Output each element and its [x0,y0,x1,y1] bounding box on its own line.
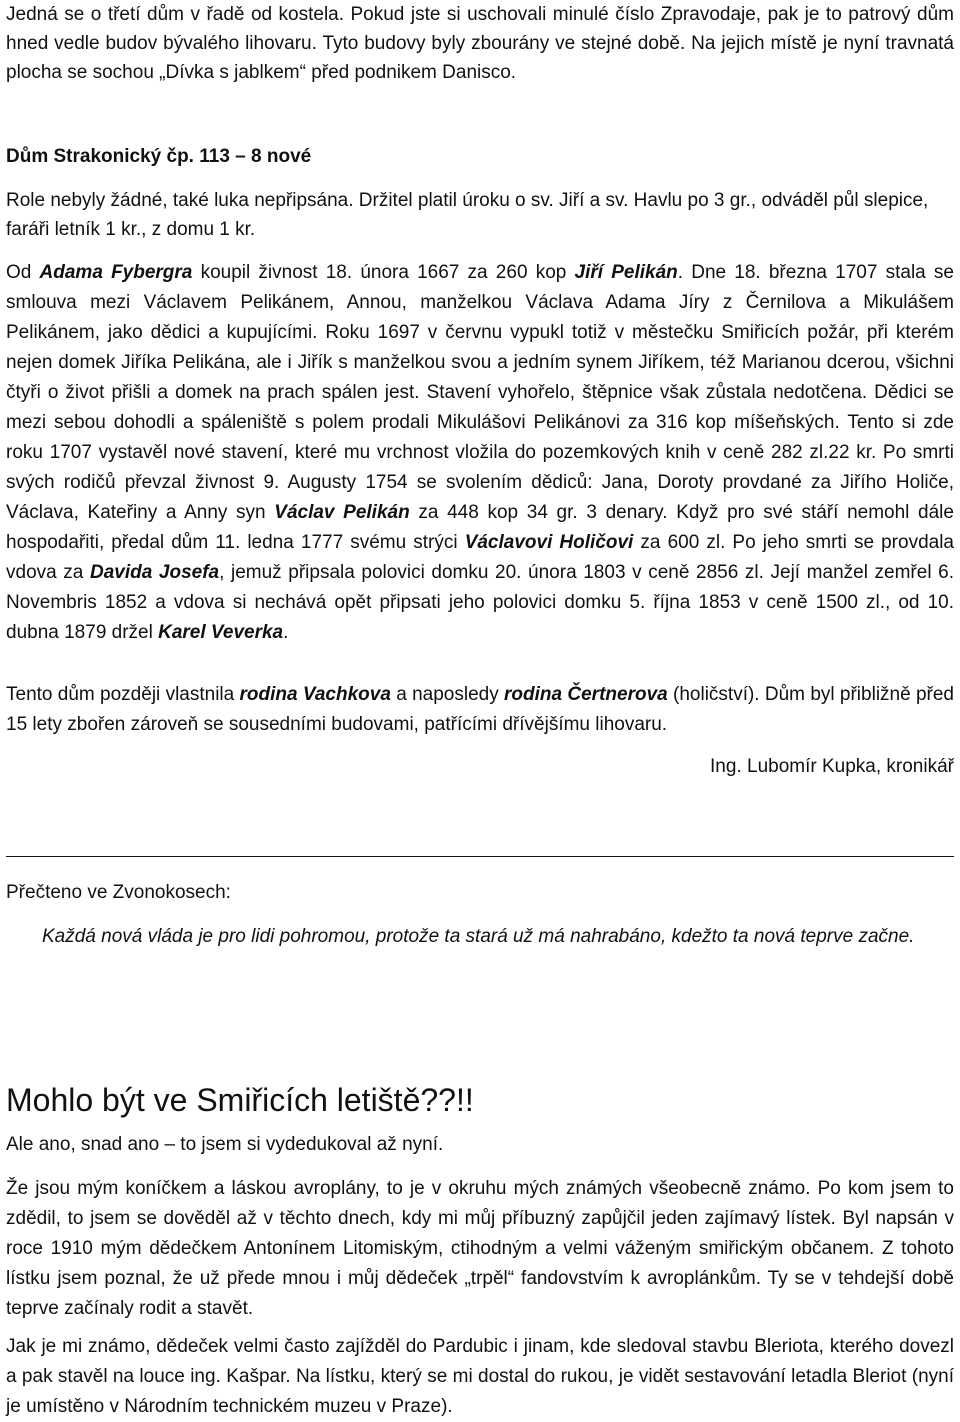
history-text: Od [6,262,40,283]
later-owners-paragraph [6,680,954,740]
person-name: Jiří Pelikán [574,262,678,283]
person-name: Václav Pelikán [274,502,410,523]
later-text: a naposledy [390,684,505,705]
person-name: Karel Veverka [158,622,284,643]
article-lead: Ale ano, snad ano – to jsem si vydedukoval až nyní. [6,1134,444,1155]
family-name: rodina Vachkova [239,684,391,705]
roles-paragraph: Role nebyly žádné, také luka nepřipsána. Držitel platil úroku o sv. Jiří a sv. Havlu po 3 gr., odváděl půl slepice, faráři letník 1 kr., z domu 1 kr. [6,190,929,240]
history-text: koupil živnost 18. února 1667 za 260 kop [192,262,575,283]
section-divider [6,856,954,857]
read-in-label: Přečteno ve Zvonokosech: [6,882,231,903]
intro-paragraph: Jedná se o třetí dům v řadě od kostela. Pokud jste si uschovali minulé číslo Zpravodaje, pak je to patrový dům hned vedle budov bývalého lihovaru. Tyto budovy byly zbourány ve stejné době. Na jejich místě je nyní travnatá plocha se sochou „Dívka s jablkem“ před podnikem Danisco. [6,4,954,83]
article-paragraph-2: Jak je mi známo, dědeček velmi často zajížděl do Pardubic i jinam, kde sledoval stavbu Bleriota, kterého dovezl a pak stavěl na louce ing. Kašpar. Na lístku, který se mi dostal do rukou, je vidět sestavování letadla Bleriot (nyní je umístěno v Národním technickém muzeu v Praze). [6,1336,954,1417]
quote-text: Každá nová vláda je pro lidi pohromou, protože ta stará už má nahrabáno, kdežto ta nová teprve začne. [42,926,915,947]
history-text: , jemuž připsala polovici domku 20. února 1803 v ceně 2856 zl. Její manžel zemřel 6. Novembris 1852 a vdova si nechává opět připsati jeho polovici domku 5. října 1853 v ceně 1500 zl., od 10. dubna 1879 držel [6,562,954,643]
person-name: Davida Josefa [89,562,220,583]
article-paragraph-1: Že jsou mým koníčkem a láskou avroplány, to je v okruhu mých známých všeobecně známo. Po kom jsem to zdědil, to jsem se dověděl až v těchto dnech, kdy mi můj příbuzný zapůjčil jeden zajímavý lístek. Byl napsán v roce 1910 mým dědečkem Antonínem Litomiským, ctihodným a velmi váženým smiřickým občanem. Z tohoto lístku jsem poznal, že už přede mnou i můj dědeček „trpěl“ fandovstvím k avroplánkům. Ty se v tehdejší době teprve začínaly rodit a stavět. [6,1178,954,1319]
signature: Ing. Lubomír Kupka, kronikář [710,756,954,777]
house-heading: Dům Strakonický čp. 113 – 8 nové [6,146,312,167]
person-name: Václavovi Holičovi [464,532,634,553]
later-text: (holičství). Dům byl přibližně před 15 lety zbořen zároveň se sousedními budovami, patřícími dřívějšímu lihovaru. [6,684,955,735]
article-title: Mohlo být ve Smiřicích letiště??!! [6,1082,474,1118]
history-paragraph [6,258,954,648]
history-text: za 600 zl. Po jeho smrti se provdala vdova za [6,532,954,583]
person-name: Adama Fybergra [39,262,193,283]
history-text: za 448 kop 34 gr. 3 denary. Když pro své stáří nemohl dále hospodařiti, předal dům 11. ledna 1777 svému strýci [6,502,954,553]
family-name: rodina Čertnerova [504,684,668,705]
history-text: . Dne 18. března 1707 stala se smlouva mezi Václavem Pelikánem, Annou, manželkou Václava Adama Jíry z Černilova a Mikulášem Pelikánem, jako dědici a kupujícími. Roku 1697 v červnu vypukl totiž v městečku Smiřicích požár, při kterém nejen domek Jiříka Pelikána, ale i Jiřík s manželkou svou a jedním synem Jiříkem, též Marianou dcerou, všichni čtyři o život přišli a domek na prach spálen jest. Stavení vyhořelo, štěpnice však zůstala nedotčena. Dědici se mezi sebou dohodli a spáleniště s polem prodali Mikulášovi Pelikánovi za 316 kop míšeňských. Tento si zde roku 1707 vystavěl nové stavení, které mu vrchnost vložila do pozemkových knih v ceně 282 zl.22 kr. Po smrti svých rodičů převzal živnost 9. Augusty 1754 se svolením dědiců: Jana, Doroty provdané za Jiřího Holiče, Václava, Kateřiny a Anny syn [6,262,954,523]
history-text: . [283,622,289,643]
later-text: Tento dům později vlastnila [6,684,240,705]
